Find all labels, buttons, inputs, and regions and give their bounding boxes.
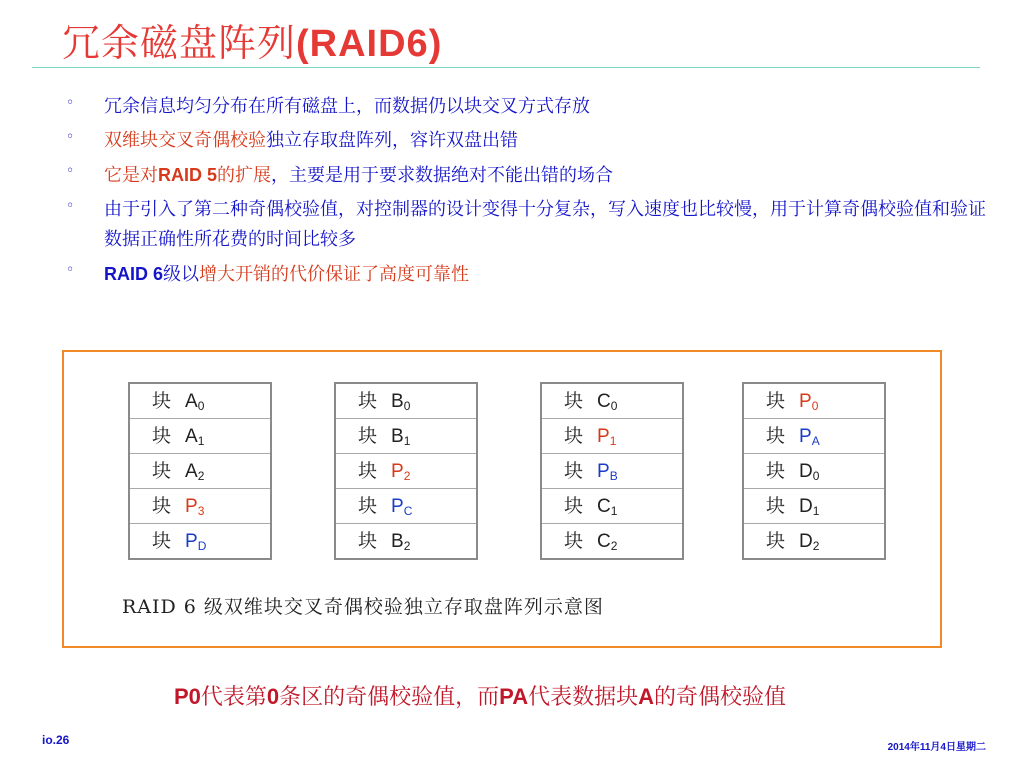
disk-column [334, 382, 478, 560]
block-letter: P [597, 461, 610, 482]
block-subscript: 2 [403, 539, 411, 553]
slide-number: io.26 [42, 733, 70, 747]
block-name [799, 496, 819, 517]
block-subscript: 1 [403, 434, 411, 448]
title-latin: (RAID6) [296, 23, 443, 65]
block-name [185, 426, 204, 447]
block-cell [542, 384, 682, 419]
block-name [391, 461, 410, 482]
block-cell [542, 524, 682, 558]
block-subscript: 0 [197, 399, 205, 413]
block-cell [336, 489, 476, 524]
block-cell [744, 524, 884, 558]
block-name [391, 426, 410, 447]
bullet-text: ，主要是用于要求数据绝对不能出错的场合 [271, 165, 614, 186]
note-part: 条区的奇偶校验值，而 [279, 685, 500, 710]
bullet-item [62, 160, 992, 191]
block-label: 块 [766, 530, 786, 552]
block-name [391, 496, 412, 517]
block-label: 块 [564, 390, 584, 412]
block-label: 块 [564, 425, 584, 447]
block-name [597, 461, 618, 482]
block-label: 块 [358, 390, 378, 412]
block-label: 块 [766, 495, 786, 517]
slide-title [62, 12, 442, 67]
disk-column [540, 382, 684, 560]
block-subscript: 2 [610, 539, 618, 553]
block-label: 块 [358, 530, 378, 552]
block-cell [130, 419, 270, 454]
block-cell [542, 454, 682, 489]
block-letter: P [185, 496, 198, 517]
block-cell [336, 419, 476, 454]
block-letter: D [799, 531, 813, 552]
block-subscript: 3 [197, 504, 205, 518]
note-part: 的奇偶校验值 [654, 685, 787, 710]
block-name [597, 426, 616, 447]
raid6-figure [62, 350, 942, 648]
bullet-marker-icon: ◦ [66, 95, 75, 111]
block-subscript: 0 [610, 399, 618, 413]
block-name [799, 461, 819, 482]
block-name [391, 531, 410, 552]
block-name [799, 531, 819, 552]
block-subscript: D [197, 539, 207, 553]
note-part: PA [499, 684, 529, 709]
block-name [597, 391, 617, 412]
block-subscript: 2 [197, 469, 205, 483]
block-label: 块 [152, 530, 172, 552]
block-subscript: 1 [610, 504, 618, 518]
slide-date: 2014年11月4日星期二 [887, 742, 986, 753]
block-cell [130, 489, 270, 524]
block-letter: C [597, 531, 611, 552]
title-cn: 冗余磁盘阵列 [62, 21, 297, 65]
block-name [799, 426, 820, 447]
block-letter: C [597, 391, 611, 412]
block-name [185, 531, 206, 552]
bullet-highlight: 它是对 [104, 165, 158, 186]
bullet-marker-icon: ◦ [66, 198, 75, 214]
block-subscript: 1 [197, 434, 205, 448]
bullet-text: 级以 [163, 264, 200, 285]
bullet-highlight-bold: RAID 5 [158, 165, 218, 185]
block-letter: D [799, 496, 813, 517]
block-cell [542, 419, 682, 454]
block-cell [130, 524, 270, 558]
bullet-marker-icon: ◦ [66, 163, 75, 179]
block-letter: P [391, 496, 404, 517]
block-subscript: 2 [812, 539, 820, 553]
block-name [597, 496, 617, 517]
block-cell [130, 384, 270, 419]
block-subscript: 1 [812, 504, 820, 518]
block-name [185, 461, 204, 482]
block-cell [542, 489, 682, 524]
block-letter: B [391, 391, 404, 412]
block-subscript: 1 [609, 434, 617, 448]
block-label: 块 [564, 460, 584, 482]
block-name [597, 531, 617, 552]
block-cell [744, 489, 884, 524]
figure-caption: RAID 6 级双维块交叉奇偶校验独立存取盘阵列示意图 [122, 596, 604, 618]
block-subscript: 0 [812, 469, 820, 483]
block-subscript: 2 [403, 469, 411, 483]
block-subscript: A [811, 434, 820, 448]
bullet-text: 冗余信息均匀分布在所有磁盘上，而数据仍以块交叉方式存放 [104, 96, 590, 117]
block-letter: A [185, 461, 198, 482]
block-letter: A [185, 426, 198, 447]
bullet-list [62, 92, 992, 294]
block-letter: P [597, 426, 610, 447]
bullet-item [62, 195, 992, 255]
note-part: 代表数据块 [528, 685, 639, 710]
block-name [799, 391, 818, 412]
bullet-item [62, 92, 992, 122]
block-cell [744, 454, 884, 489]
block-name [391, 391, 410, 412]
block-name [185, 496, 204, 517]
block-label: 块 [152, 390, 172, 412]
block-letter: P [185, 531, 198, 552]
block-label: 块 [766, 460, 786, 482]
block-label: 块 [152, 460, 172, 482]
bullet-marker-icon: ◦ [66, 262, 75, 278]
bullet-marker-icon: ◦ [66, 129, 75, 145]
block-letter: B [391, 426, 404, 447]
parity-note [0, 680, 960, 711]
block-letter: P [391, 461, 404, 482]
block-letter: D [799, 461, 813, 482]
block-subscript: B [609, 469, 618, 483]
block-letter: P [799, 426, 812, 447]
block-letter: B [391, 531, 404, 552]
bullet-highlight: 的扩展 [217, 165, 272, 186]
block-label: 块 [358, 460, 378, 482]
block-label: 块 [152, 425, 172, 447]
block-letter: P [799, 391, 812, 412]
bullet-text-bold: RAID 6 [104, 264, 164, 284]
block-cell [336, 384, 476, 419]
block-label: 块 [564, 495, 584, 517]
block-cell [336, 524, 476, 558]
note-part: 0 [266, 684, 280, 709]
bullet-text: 独立存取盘阵列，容许双盘出错 [266, 130, 518, 151]
bullet-item [62, 259, 992, 290]
block-subscript: 0 [811, 399, 819, 413]
bullet-highlight: 增大开销的代价保证了高度可靠性 [199, 264, 470, 285]
block-cell [336, 454, 476, 489]
note-part: A [638, 684, 655, 709]
block-cell [130, 454, 270, 489]
bullet-text: 由于引入了第二种奇偶校验值，对控制器的设计变得十分复杂，写入速度也比较慢，用于计算奇偶校验值和验证数据正确性所花费的时间比较多 [104, 199, 986, 250]
block-label: 块 [564, 530, 584, 552]
disk-column [742, 382, 886, 560]
block-letter: A [185, 391, 198, 412]
block-subscript: 0 [403, 399, 411, 413]
bullet-highlight: 双维块交叉奇偶校验 [104, 130, 266, 151]
block-letter: C [597, 496, 611, 517]
disk-column [128, 382, 272, 560]
block-label: 块 [358, 495, 378, 517]
block-subscript: C [403, 504, 413, 518]
block-label: 块 [358, 425, 378, 447]
block-label: 块 [766, 390, 786, 412]
block-name [185, 391, 204, 412]
note-part: 代表第 [200, 685, 267, 710]
bullet-item [62, 126, 992, 156]
note-part: P0 [173, 684, 201, 709]
block-label: 块 [152, 495, 172, 517]
block-cell [744, 419, 884, 454]
block-cell [744, 384, 884, 419]
block-label: 块 [766, 425, 786, 447]
title-divider [32, 67, 980, 68]
